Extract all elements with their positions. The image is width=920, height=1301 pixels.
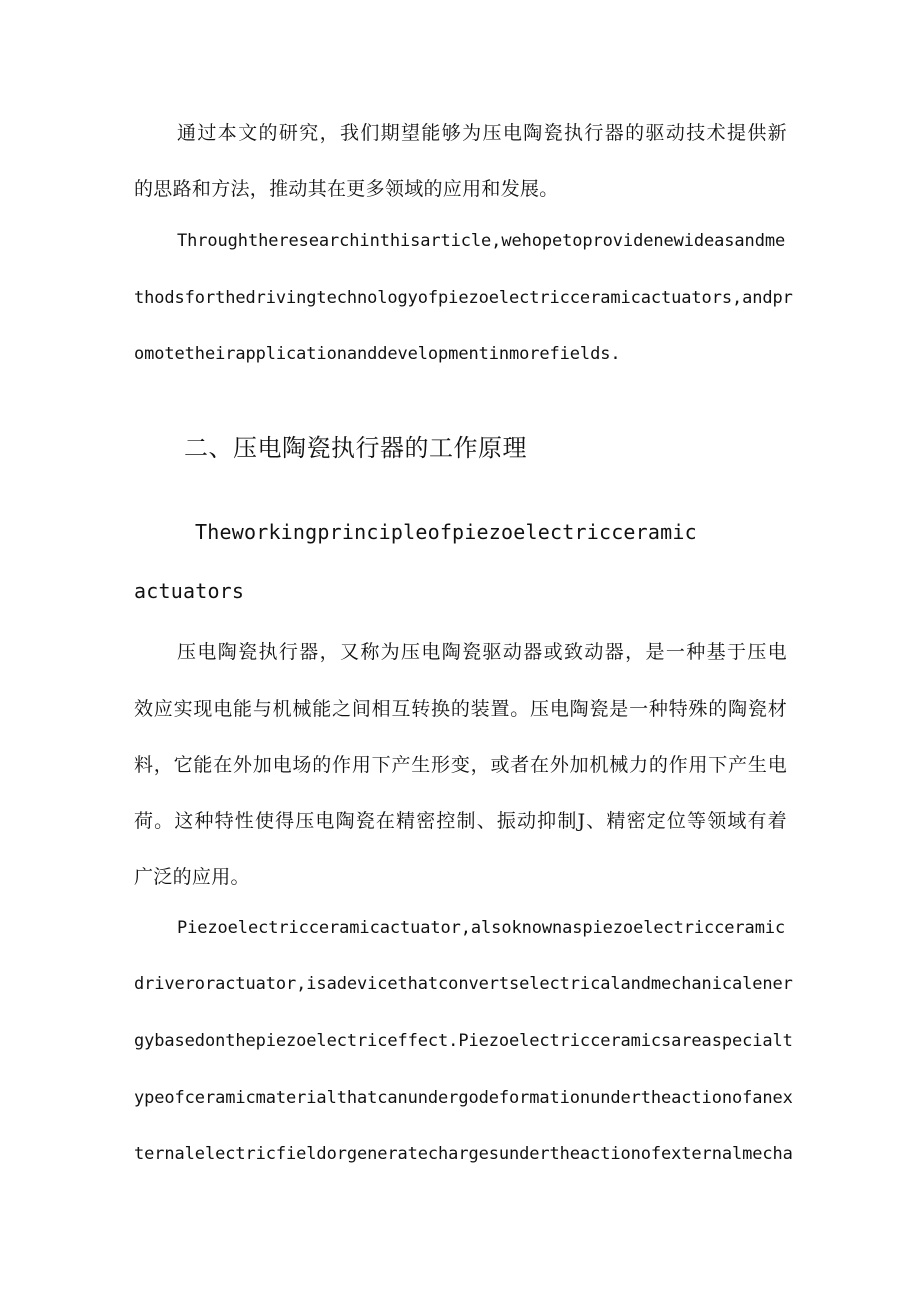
paragraph-2-zh-line-4: 荷。这种特性使得压电陶瓷在精密控制、振动抑制J、精密定位等领域有着	[134, 810, 787, 832]
paragraph-2-zh-line-1: 压电陶瓷执行器，又称为压电陶瓷驱动器或致动器，是一种基于压电	[177, 641, 787, 663]
paragraph-2-en-line-3: gybasedonthepiezoelectriceffect.Piezoelectricceramicsareaspecialt	[134, 1031, 793, 1051]
section-2-heading-en-line-2: actuators	[134, 579, 245, 603]
section-2-heading-en-line-1: Theworkingprincipleofpiezoelectricceramic	[195, 520, 697, 544]
paragraph-2-en-line-2: driveroractuator,isadevicethatconvertselectricalandmechanicalener	[134, 974, 793, 994]
paragraph-1-en-line-3: omotetheirapplicationanddevelopmentinmorefields.	[134, 344, 621, 364]
paragraph-2-zh-line-2: 效应实现电能与机械能之间相互转换的装置。压电陶瓷是一种特殊的陶瓷材	[134, 698, 787, 720]
paragraph-2-en-line-4: ypeofceramicmaterialthatcanundergodeformationundertheactionofanex	[134, 1088, 793, 1108]
paragraph-1-zh-line-1: 通过本文的研究，我们期望能够为压电陶瓷执行器的驱动技术提供新	[177, 122, 787, 144]
paragraph-1-en-line-2: thodsforthedrivingtechnologyofpiezoelectricceramicactuators,andpr	[134, 288, 793, 308]
section-2-heading-zh: 二、压电陶瓷执行器的工作原理	[184, 434, 527, 462]
paragraph-1-zh-line-2: 的思路和方法，推动其在更多领域的应用和发展。	[134, 178, 559, 200]
paragraph-2-en-line-1: Piezoelectricceramicactuator,alsoknownaspiezoelectricceramic	[177, 918, 786, 938]
paragraph-2-en-line-5: ternalelectricfieldorgeneratechargesundertheactionofexternalmecha	[134, 1144, 793, 1164]
paragraph-1-en-line-1: Throughtheresearchinthisarticle,wehopetoprovidenewideasandme	[177, 231, 786, 251]
paragraph-2-zh-line-3: 料，它能在外加电场的作用下产生形变，或者在外加机械力的作用下产生电	[134, 754, 787, 776]
paragraph-2-zh-line-5: 广泛的应用。	[134, 866, 250, 888]
